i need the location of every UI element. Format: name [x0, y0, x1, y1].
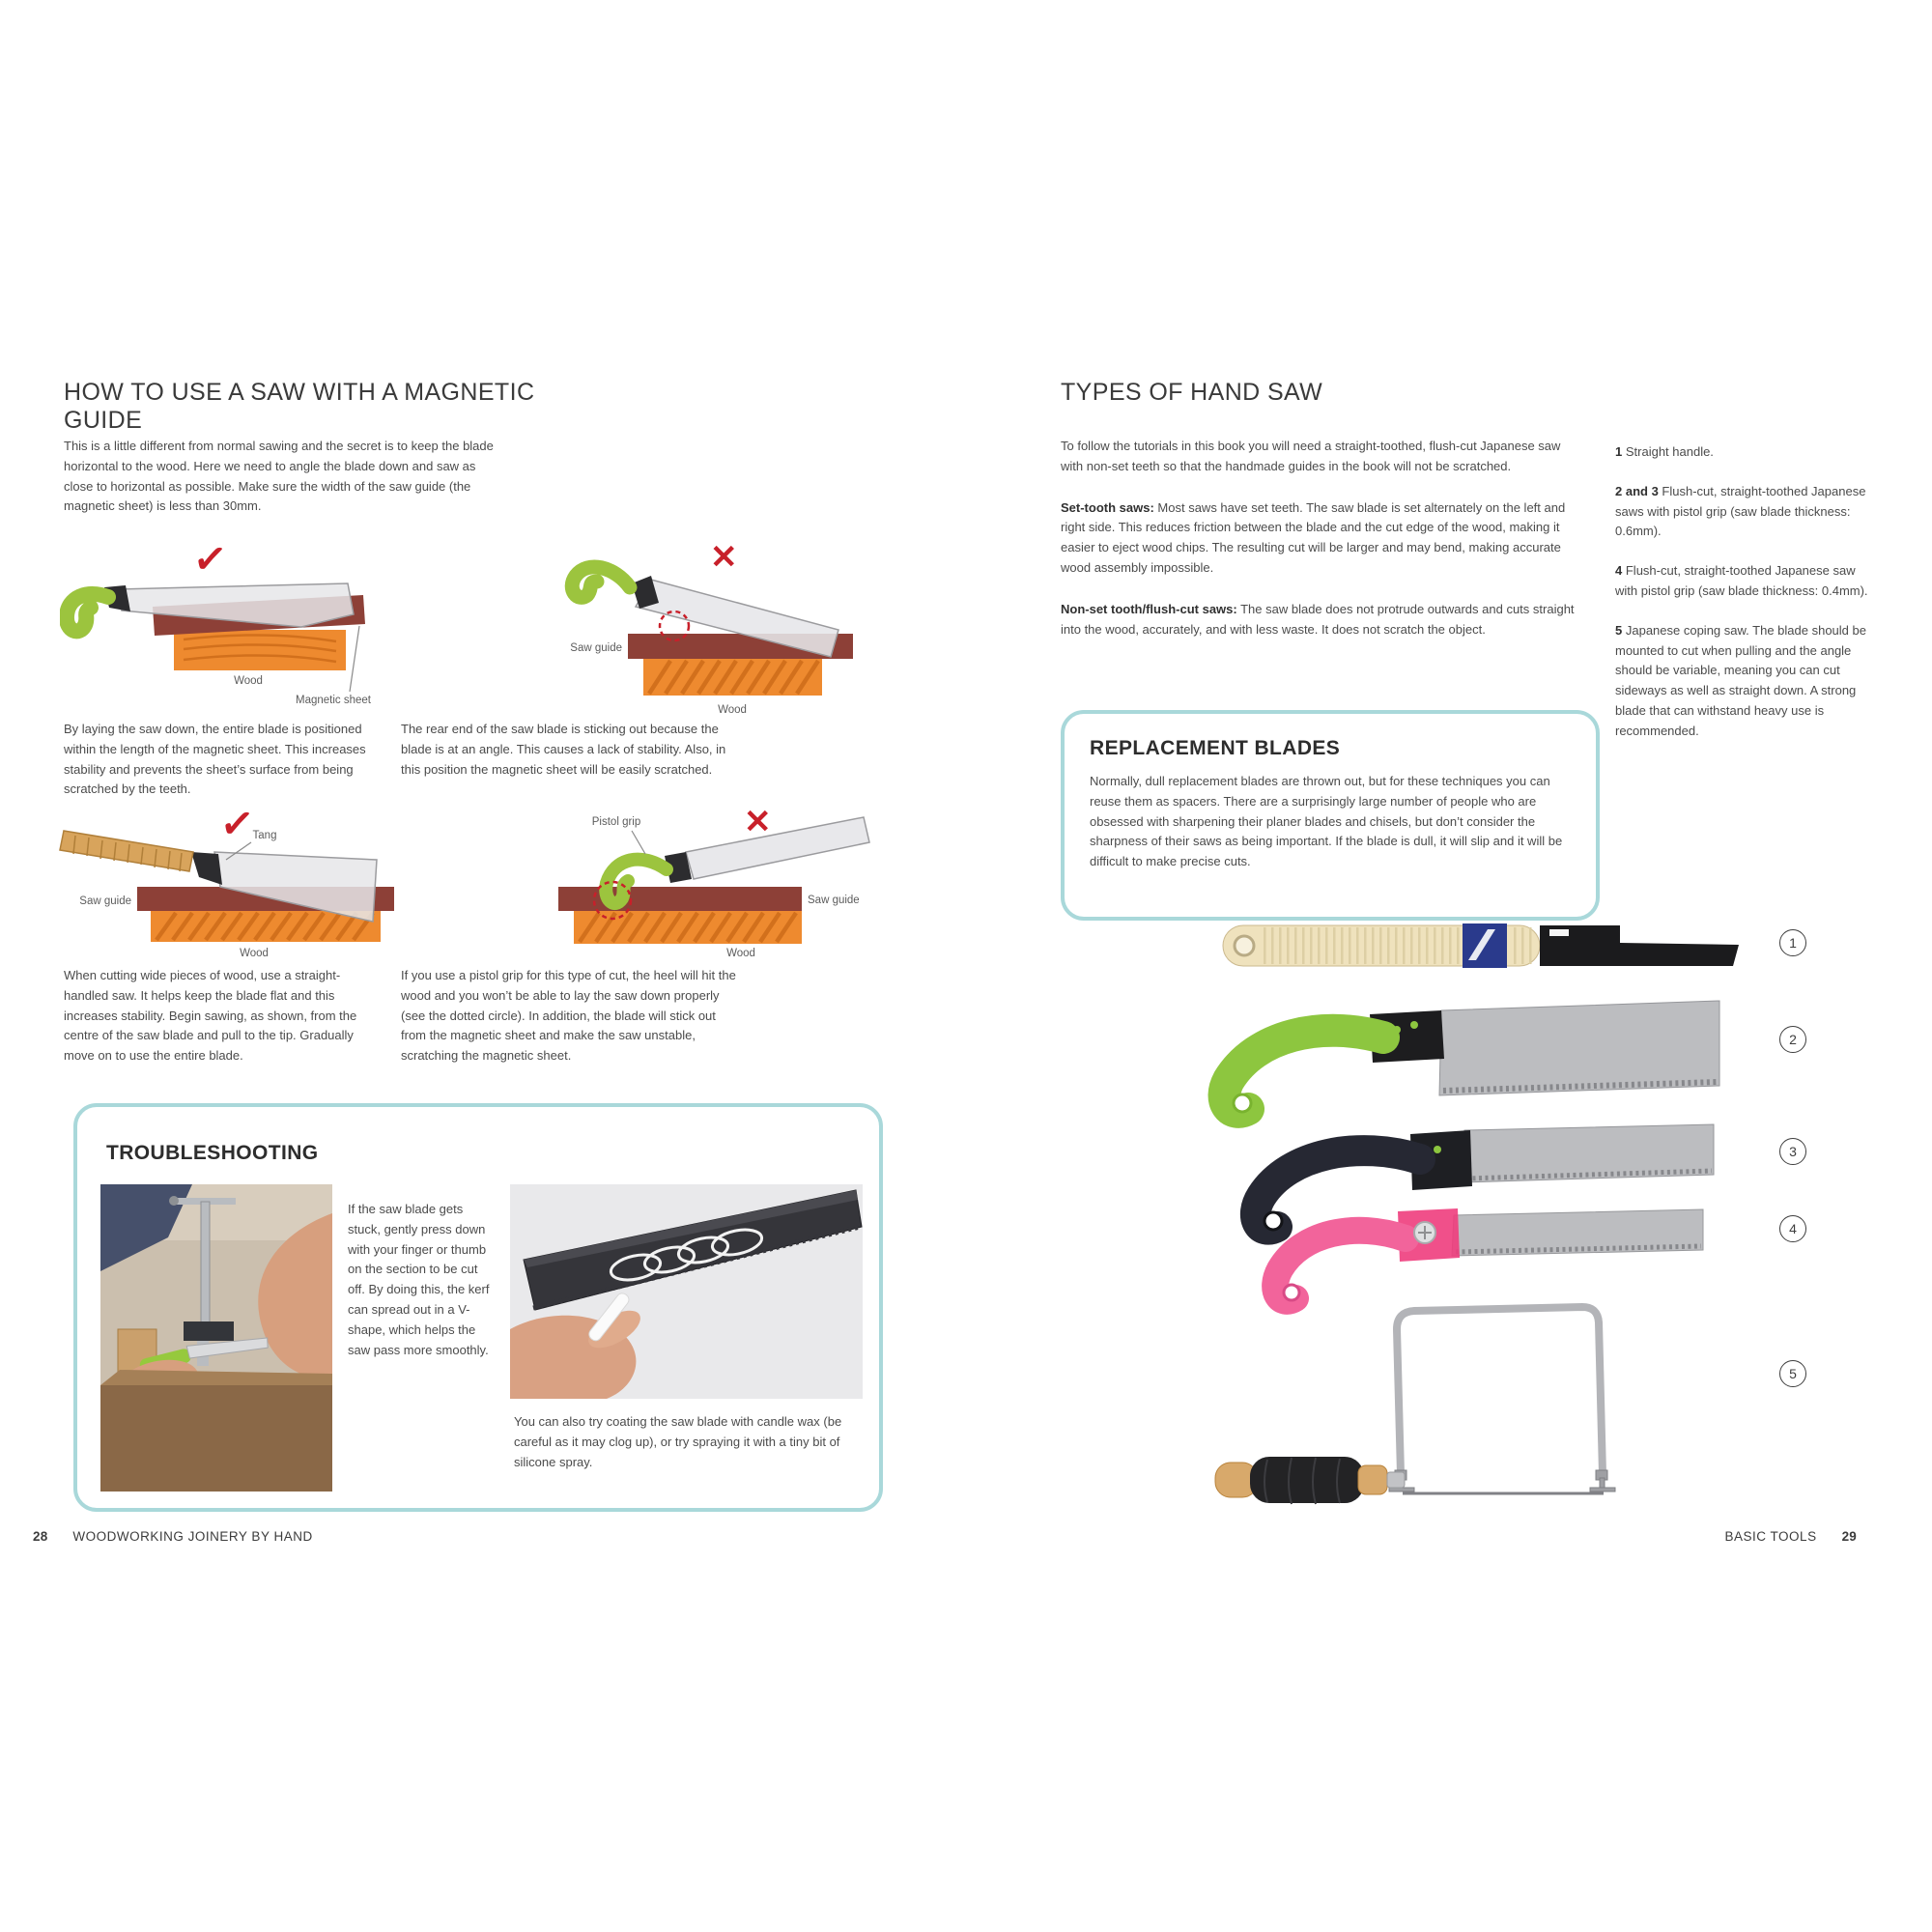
saw-guide-sheet — [558, 887, 802, 911]
legend-item-1 — [1615, 442, 1874, 463]
page-number: 29 — [1841, 1529, 1857, 1544]
right-page-title: TYPES OF HAND SAW — [1061, 379, 1323, 406]
cross-icon: ✕ — [744, 804, 772, 840]
legend-item-2-3 — [1615, 482, 1874, 542]
check-icon: ✓ — [190, 534, 230, 583]
legend-text: Straight handle. — [1625, 444, 1714, 459]
diagram-saw-angled — [529, 531, 877, 720]
troubleshooting-tip2: You can also try coating the saw blade with candle wax (be careful as it may clog up), or try spraying it with a tiny bit of silicone spray. — [514, 1414, 842, 1469]
types-text-column — [1061, 437, 1577, 639]
leader-line — [632, 831, 645, 854]
types-intro: To follow the tutorials in this book you will need a straight-toothed, flush-cut Japanese saw with non-set teeth so that the handmade guides in the book will not be scratched. — [1061, 439, 1561, 473]
wood-block — [643, 659, 822, 696]
legend-item-5 — [1615, 621, 1874, 742]
left-page-footer — [33, 1529, 313, 1544]
holder-clip — [1549, 929, 1569, 936]
legend-text: Japanese coping saw. The blade should be mounted to cut when pulling and the angle should be variable, meaning you can cut sideways as well as straight down. A strong blade that can withstand heavy use is recommended. — [1615, 622, 1866, 738]
diagram3-caption: When cutting wide pieces of wood, use a straight-handled saw. It helps keep the blade flat and this increases stability. Begin sawing, as shown, from the centre of the saw blade and pull to the tip. Gradually move on to use the entire blade. — [64, 968, 357, 1064]
label-saw-guide: Saw guide — [570, 642, 622, 654]
coping-frame — [1397, 1307, 1603, 1474]
legend-text: Flush-cut, straight-toothed Japanese saws with pistol grip (saw blade thickness: 0.6mm). — [1615, 483, 1866, 539]
handle-hole — [1234, 1094, 1251, 1112]
collar-dot — [1410, 1021, 1418, 1029]
troubleshooting-box — [73, 1103, 883, 1512]
diagram-straight-handle-saw — [56, 799, 394, 960]
saw-photo-coping-saw — [1159, 1273, 1662, 1515]
diagram4-caption: If you use a pistol grip for this type of cut, the heel will hit the wood and you won’t be able to lay the saw down properly (see the dotted circle). In addition, the blade will stick out from the magnetic sheet and make the saw unstable, scratching the magnetic sheet. — [401, 968, 736, 1064]
saw-number-badge-1 — [1779, 929, 1806, 956]
set-tooth-text: Most saws have set teeth. The saw blade is set alternately on the left and right side. This reduces friction between the blade and the cut edge of the wood, making it easier to eject wood chips. The resulting cut will be larger and may bend, making accurate wood assembly impossible. — [1061, 499, 1566, 575]
blade-holder — [1540, 925, 1739, 966]
saw-handle-green — [572, 567, 630, 597]
left-page-intro: This is a little different from normal sawing and the secret is to keep the blade horizontal to the wood. Here we need to angle the blade down and saw as close to horizontal as possible. Make sure the width of the saw guide (the magnetic sheet) is less than 30mm. — [64, 439, 494, 514]
brand-label-band — [1463, 923, 1507, 968]
set-tooth-paragraph — [1061, 498, 1577, 579]
wood-block-photo — [100, 1370, 332, 1492]
legend-text: Flush-cut, straight-toothed Japanese saw with pistol grip (saw blade thickness: 0.4mm). — [1615, 563, 1868, 598]
legend-num: 4 — [1615, 563, 1623, 579]
diagram2-caption: The rear end of the saw blade is sticking out because the blade is at an angle. This causes a lack of stability. Also, in this position the magnetic sheet will be easily scratched. — [401, 722, 726, 777]
saw-number-badge-5 — [1779, 1360, 1806, 1387]
label-pistol-grip: Pistol grip — [591, 816, 641, 828]
saw-number-badge-4 — [1779, 1215, 1806, 1242]
replacement-blades-box — [1061, 710, 1600, 921]
hanging-hole — [1235, 936, 1254, 955]
label-magnetic-sheet: Magnetic sheet — [296, 695, 371, 706]
check-icon: ✓ — [217, 799, 257, 848]
coping-handle — [1215, 1457, 1405, 1504]
non-set-label: Non-set tooth/flush-cut saws: — [1061, 601, 1237, 616]
badge-number: 3 — [1789, 1144, 1797, 1159]
leader-line — [350, 626, 359, 692]
replacement-blades-text: Normally, dull replacement blades are thrown out, but for these techniques you can reuse them as spacers. There are a surprisingly large number of people who are obsessed with sharpening their planer blades and chisels, but don’t consider the sharpness of their saws as being important. If the blade is dull, it will slip and it will be difficult to make precise cuts. — [1090, 774, 1563, 869]
page-number: 28 — [33, 1529, 48, 1544]
collar-logo — [1434, 1146, 1441, 1153]
handle-screw — [1414, 1222, 1435, 1243]
legend-num: 1 — [1615, 444, 1623, 459]
photo-waxing-blade — [510, 1184, 863, 1399]
replacement-blades-title: REPLACEMENT BLADES — [1090, 737, 1341, 759]
label-wood: Wood — [234, 675, 263, 687]
non-set-paragraph — [1061, 600, 1577, 640]
badge-number: 2 — [1789, 1032, 1797, 1047]
left-page-title: HOW TO USE A SAW WITH A MAGNETIC GUIDE — [64, 379, 535, 434]
label-wood: Wood — [726, 948, 755, 959]
badge-number: 5 — [1789, 1366, 1797, 1381]
troubleshooting-tip1: If the saw blade gets stuck, gently press down with your finger or thumb on the section to be cut off. By doing this, the kerf can spread out in a V-shape, which helps the saw pass more smoothly. — [348, 1202, 490, 1357]
badge-number: 1 — [1789, 935, 1797, 951]
diagram1-caption: By laying the saw down, the entire blade is positioned within the length of the magnetic sheet. This increases stability and prevents the sheet’s surface from being scratched by the teeth. — [64, 722, 366, 797]
label-tang: Tang — [252, 830, 277, 841]
wood-block — [174, 630, 346, 670]
legend-num: 2 and 3 — [1615, 483, 1659, 498]
legend-num: 5 — [1615, 622, 1623, 638]
saw-number-badge-2 — [1779, 1026, 1806, 1053]
photo-clamped-saw — [100, 1184, 332, 1492]
set-tooth-label: Set-tooth saws: — [1061, 499, 1154, 515]
label-saw-guide: Saw guide — [808, 895, 860, 906]
blade-clamps — [1389, 1470, 1615, 1492]
legend-item-4 — [1615, 561, 1874, 602]
diagram-saw-laid-flat — [60, 534, 384, 711]
wood-block — [574, 911, 802, 944]
saw-legend-column — [1615, 442, 1874, 761]
label-wood: Wood — [240, 948, 269, 959]
cross-icon: ✕ — [710, 539, 738, 576]
saw-number-badge-3 — [1779, 1138, 1806, 1165]
saw-tang — [191, 852, 222, 885]
saw-blade — [686, 817, 869, 879]
saw-handle-straight — [60, 831, 193, 871]
saw-blade — [118, 583, 354, 627]
label-wood: Wood — [718, 704, 747, 716]
saw-handle-green — [67, 594, 108, 631]
diagram-pistol-grip-heel — [524, 804, 881, 960]
troubleshooting-title: TROUBLESHOOTING — [106, 1142, 319, 1164]
right-page-footer — [1725, 1529, 1857, 1544]
book-title: WOODWORKING JOINERY BY HAND — [72, 1529, 313, 1544]
saw-photo-straight-handle — [1219, 910, 1746, 982]
non-set-text: The saw blade does not protrude outwards and cuts straight into the wood, accurately, and with less waste. It does not scratch the object. — [1061, 601, 1575, 637]
label-saw-guide: Saw guide — [79, 895, 131, 907]
section-title: BASIC TOOLS — [1724, 1529, 1817, 1544]
badge-number: 4 — [1789, 1221, 1797, 1236]
